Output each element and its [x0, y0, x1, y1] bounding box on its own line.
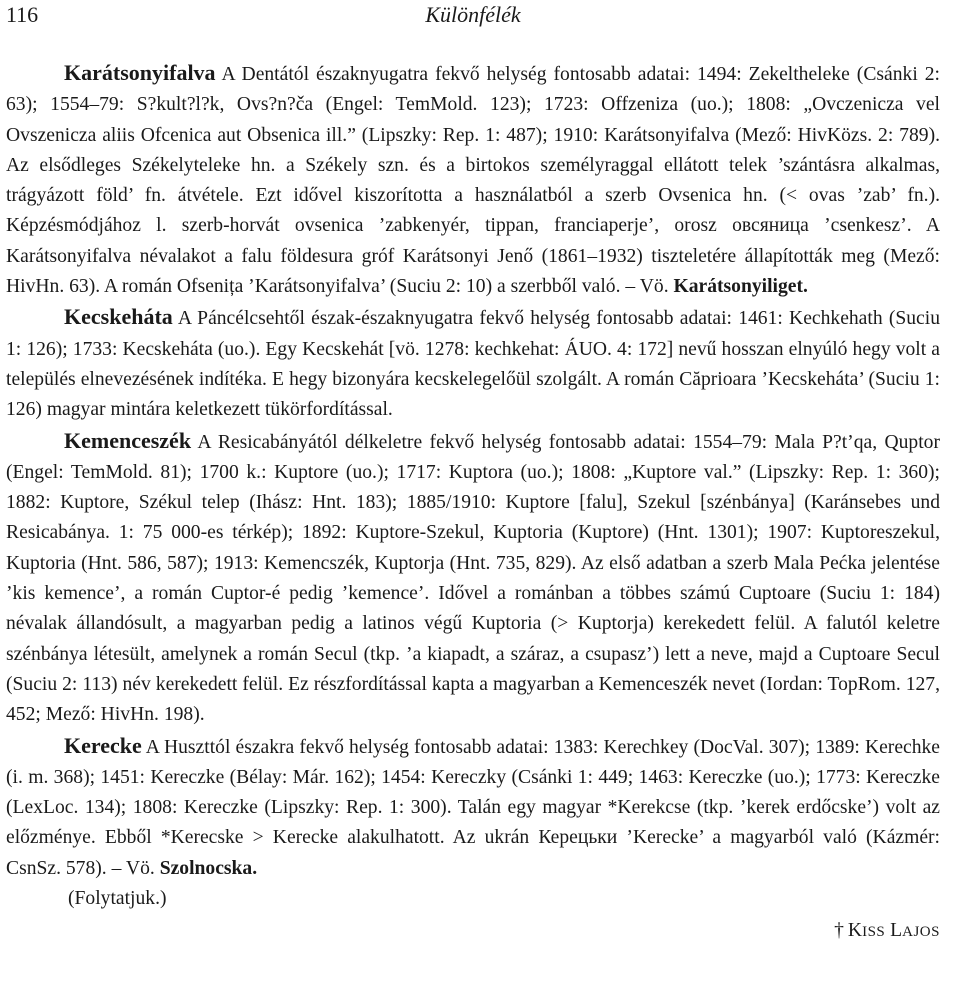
- entry-headword: Kemenceszék: [64, 427, 192, 453]
- entry-kecskehata: [6, 302, 940, 425]
- author-first-initial: K: [847, 920, 863, 942]
- author-last-rest: AJOS: [902, 924, 940, 941]
- entry-text: A Dentától északnyugatra fekvő helység fontosabb adatai: 1494: Zekeltheleke (Csánki 2: 63); 1554–79: S?kult?l?k, Ovs?n?ča (Engel: TemMold. 123); 1723: Offzeniza (uo.); 1808: „Ovczenicza vel Ovszenicza aliis Ofcenica aut Obsenica ill.” (Lipszky: Rep. 1: 487); 1910: Karátsonyifalva (Mező: HivKözs. 2: 789). Az elsődleges Székelyteleke hn. a Székely szn. és a birtokos személyraggal ellátott telek ’szántásra alkalmas, trágyázott föld’ fn. átvétele. Ezt idővel kiszorította a használatból a szerb Ovsenica hn. (< ovas ’zab’ fn.). Képzésmódjához l. szerb-horvát ovsenica ’zabkenyér, tippan, franciaperje’, orosz овсяница ’csenkesz’. A Karátsonyifalva névalakot a falu földesura gróf Karátsonyi Jenő (1861–1932) tiszteletére állapították meg (Mező: HivHn. 63). A román Ofsenița ’Karátsonyifalva’ (Suciu 2: 10) a szerbből való. – Vö.: [6, 64, 940, 298]
- entry-karatsonyifalva: [6, 58, 940, 302]
- entry-text: A Huszttól északra fekvő helység fontosabb adatai: 1383: Kerechkey (DocVal. 307); 1389: Kerechke (i. m. 368); 1451: Kereczke (Bélay: Már. 162); 1454: Kereczky (Csánki 1: 449; 1463: Kereczke (uo.); 1773: Kereczke (LexLoc. 134); 1808: Kereczke (Lipszky: Rep. 1: 300). Talán egy magyar *Kerekcse (tkp. ’kerek erdőcske’) volt az előzménye. Ebből *Kerecske > Kerecke alakulhatott. Az ukrán Керецьки ’Kerecke’ a magyarból való (Kázmér: CsnSz. 578). – Vö.: [6, 736, 940, 879]
- page-number: 116: [6, 2, 39, 27]
- entry-crossref: Karátsonyiliget.: [673, 276, 808, 298]
- entry-crossref: Szolnocska.: [159, 857, 258, 879]
- entry-text: A Páncélcsehtől észak-északnyugatra fekvő helység fontosabb adatai: 1461: Kechkehath (Suciu 1: 126); 1733: Kecskeháta (uo.). Egy Kecskehát [vö. 1278: kechkehat: ÁUO. 4: 172] nevű hosszan elnyúló hegy volt a település elnevezésének indítéka. E hegy bizonyára kecskelegelőül szolgált. A román Căprioara ’Kecskeháta’ (Suciu 1: 126) magyar mintára keletkezett tükörfordítással.: [6, 308, 940, 421]
- entry-kerecke: [6, 731, 940, 884]
- entry-text: A Resicabányától délkeletre fekvő helység fontosabb adatai: 1554–79: Mala P?t’qa, Quptor (Engel: TemMold. 81); 1700 k.: Kuptore (uo.); 1717: Kuptora (uo.); 1808: „Kuptore val.” (Lipszky: Rep. 1: 360); 1882: Kuptore, Székul telep (Ihász: Hnt. 183); 1885/1910: Kuptore [falu], Szekul [szénbánya] (Karánsebes und Resicabánya. 1: 75 000-es térkép); 1892: Kuptore-Szekul, Kuptoria (Kuptore) (Hnt. 1301); 1907: Kuptoreszekul, Kuptoria (Hnt. 586, 587); 1913: Kemencszék, Kuptorja (Hnt. 735, 829). Az első adatban a szerb Mala Pećka jelentése ’kis kemence’, a román Cuptor-é pedig ’kemence’. Idővel a románban a többes számú Cuptoare (Suciu 1: 184) névalak állandósult, a magyarban pedig a latinos végű Kuptoria (> Kuptorja) kerekedett felül. A falutól keletre szénbánya létesült, amelynek a román Secul (tkp. ’a kiapadt, a száraz, a csupasz’) lett a neve, majd a Cuptoare Secul (Suciu 2: 113) név kerekedett felül. Ez részfordítással kapta a magyarban a Kemenceszék nevet (Iordan: TopRom. 127, 452; Mező: HivHn. 198).: [6, 431, 940, 726]
- entry-headword: Kerecke: [64, 732, 142, 758]
- running-head: [6, 0, 940, 36]
- continuation-note: (Folytatjuk.): [68, 888, 167, 910]
- entries-body: [6, 58, 940, 948]
- dagger-mark: †: [834, 920, 844, 942]
- author-signature: [6, 916, 940, 947]
- entry-kemenceszek: [6, 426, 940, 731]
- entry-headword: Karátsonyifalva: [64, 60, 216, 85]
- author-last-initial: L: [890, 920, 903, 942]
- author-first-rest: ISS: [862, 924, 886, 941]
- entry-headword: Kecskeháta: [64, 304, 173, 330]
- section-title: Különfélék: [425, 2, 521, 27]
